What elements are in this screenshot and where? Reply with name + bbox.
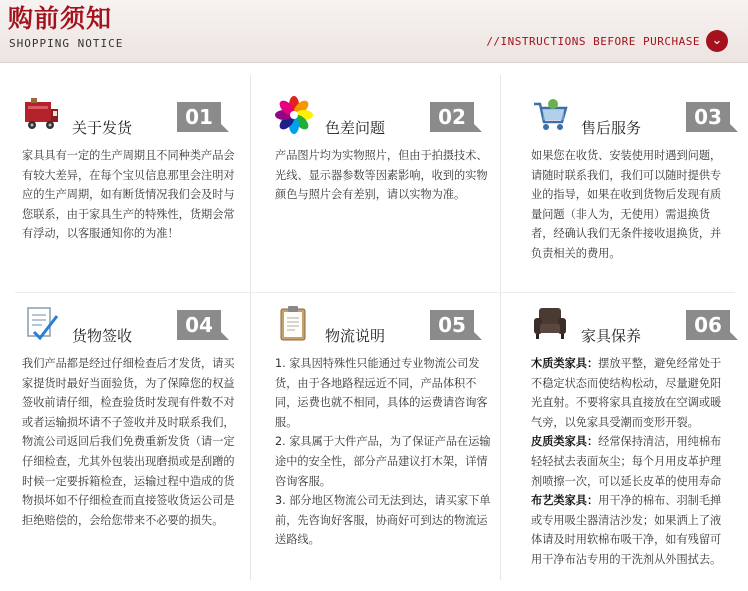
card-body — [275, 354, 497, 550]
card-body: 如果您在收货、安装使用时遇到问题，请随时联系我们，我们可以随时提供专业的指导，如果在收到货物后发现有质量问题（非人为，无使用）需退换货者，经确认我们无条件接收退换货，并负责相关的费用。 — [531, 149, 722, 260]
column-divider — [250, 75, 251, 580]
card-body — [531, 354, 731, 570]
care-label: 布艺类家具： — [531, 494, 599, 508]
care-label: 皮质类家具： — [531, 435, 599, 449]
card-title: 关于发货 — [72, 119, 133, 137]
card-title: 家具保养 — [581, 327, 642, 345]
card-title: 物流说明 — [325, 327, 386, 345]
care-text: 用干净的棉布、羽制毛掸或专用吸尘器清洁沙发；如果洒上了液体请及时用软棉布吸干净，如有残留可用干净布沾专用的干洗剂从外围拭去。 — [531, 494, 722, 566]
card-number: 03 — [686, 102, 730, 132]
clipboard-icon — [275, 304, 313, 342]
page-subtitle: SHOPPING NOTICE — [9, 37, 124, 50]
card-title: 色差问题 — [325, 119, 386, 137]
care-text: 摆放平整，避免经常处于不稳定状态而使结构松动，尽量避免阳光直射。不要将家具直接放在空调或暖气旁，以免家具受潮而变形开裂。 — [531, 357, 722, 429]
card-number: 01 — [177, 102, 221, 132]
card-number: 02 — [430, 102, 474, 132]
chevron-down-icon[interactable]: ⌄ — [706, 30, 728, 52]
armchair-icon — [531, 304, 569, 342]
header-banner — [0, 0, 748, 63]
page-title: 购前须知 — [8, 4, 113, 33]
care-item-wood — [531, 354, 731, 432]
column-divider — [500, 75, 501, 580]
sign-document-icon — [22, 304, 60, 342]
card-title: 售后服务 — [581, 119, 642, 137]
logistics-paragraph: 1. 家具因特殊性只能通过专业物流公司发货，由于各地路程远近不同，产品体积不同，运费也就不相同，具体的运费请咨询客服。 — [275, 357, 488, 429]
card-body: 我们产品都是经过仔细检查后才发货，请买家提货时最好当面验货，为了保障您的权益签收前请仔细，检查验货时发现有件数不对或者运输损坏请不子签收并及时联系我们，物流公司返回后我们免费重新发货（请一定仔细检查，尤其外包装出现磨损或是刮蹭的时候一定要拆箱检查，运输过程中造成的货物损坏如不仔细检查而直接签收货运公司是拒绝赔偿的，会给您带来不必要的损失。 — [22, 357, 235, 527]
care-item-fabric — [531, 491, 731, 569]
care-item-leather — [531, 432, 731, 491]
logistics-paragraph: 3. 部分地区物流公司无法到达，请买家下单前，先咨询好客服，协商好可到达的物流运送路线。 — [275, 494, 491, 547]
card-number: 06 — [686, 310, 730, 340]
card-number: 05 — [430, 310, 474, 340]
card-body: 家具具有一定的生产周期且不同种类产品会有较大差异，在每个宝贝信息那里会注明对应的生产周期，如有断货情况我们会及时与您联系，由于家具生产的特殊性，货期会常有浮动，以客服通知你的为准！ — [22, 149, 235, 241]
logistics-paragraph: 2. 家具属于大件产品，为了保证产品在运输途中的安全性，部分产品建议打木架，详情咨询客服。 — [275, 435, 491, 488]
truck-icon — [22, 96, 60, 134]
care-label: 木质类家具： — [531, 357, 599, 370]
care-text: 经常保持清洁，用纯棉布轻轻拭去表面灰尘；每个月用皮革护理剂喷擦一次，可以延长皮革的使用寿命 — [531, 435, 722, 488]
color-palette-icon — [275, 96, 313, 134]
card-title: 货物签收 — [72, 327, 133, 345]
shopping-cart-icon — [531, 96, 569, 134]
instructions-label: //INSTRUCTIONS BEFORE PURCHASE — [486, 35, 700, 48]
card-number: 04 — [177, 310, 221, 340]
card-body: 产品图片均为实物照片，但由于拍摄技术、光线、显示器参数等因素影响，收到的实物颜色与照片会有差别，请以实物为准。 — [275, 149, 488, 202]
row-divider — [15, 292, 735, 293]
